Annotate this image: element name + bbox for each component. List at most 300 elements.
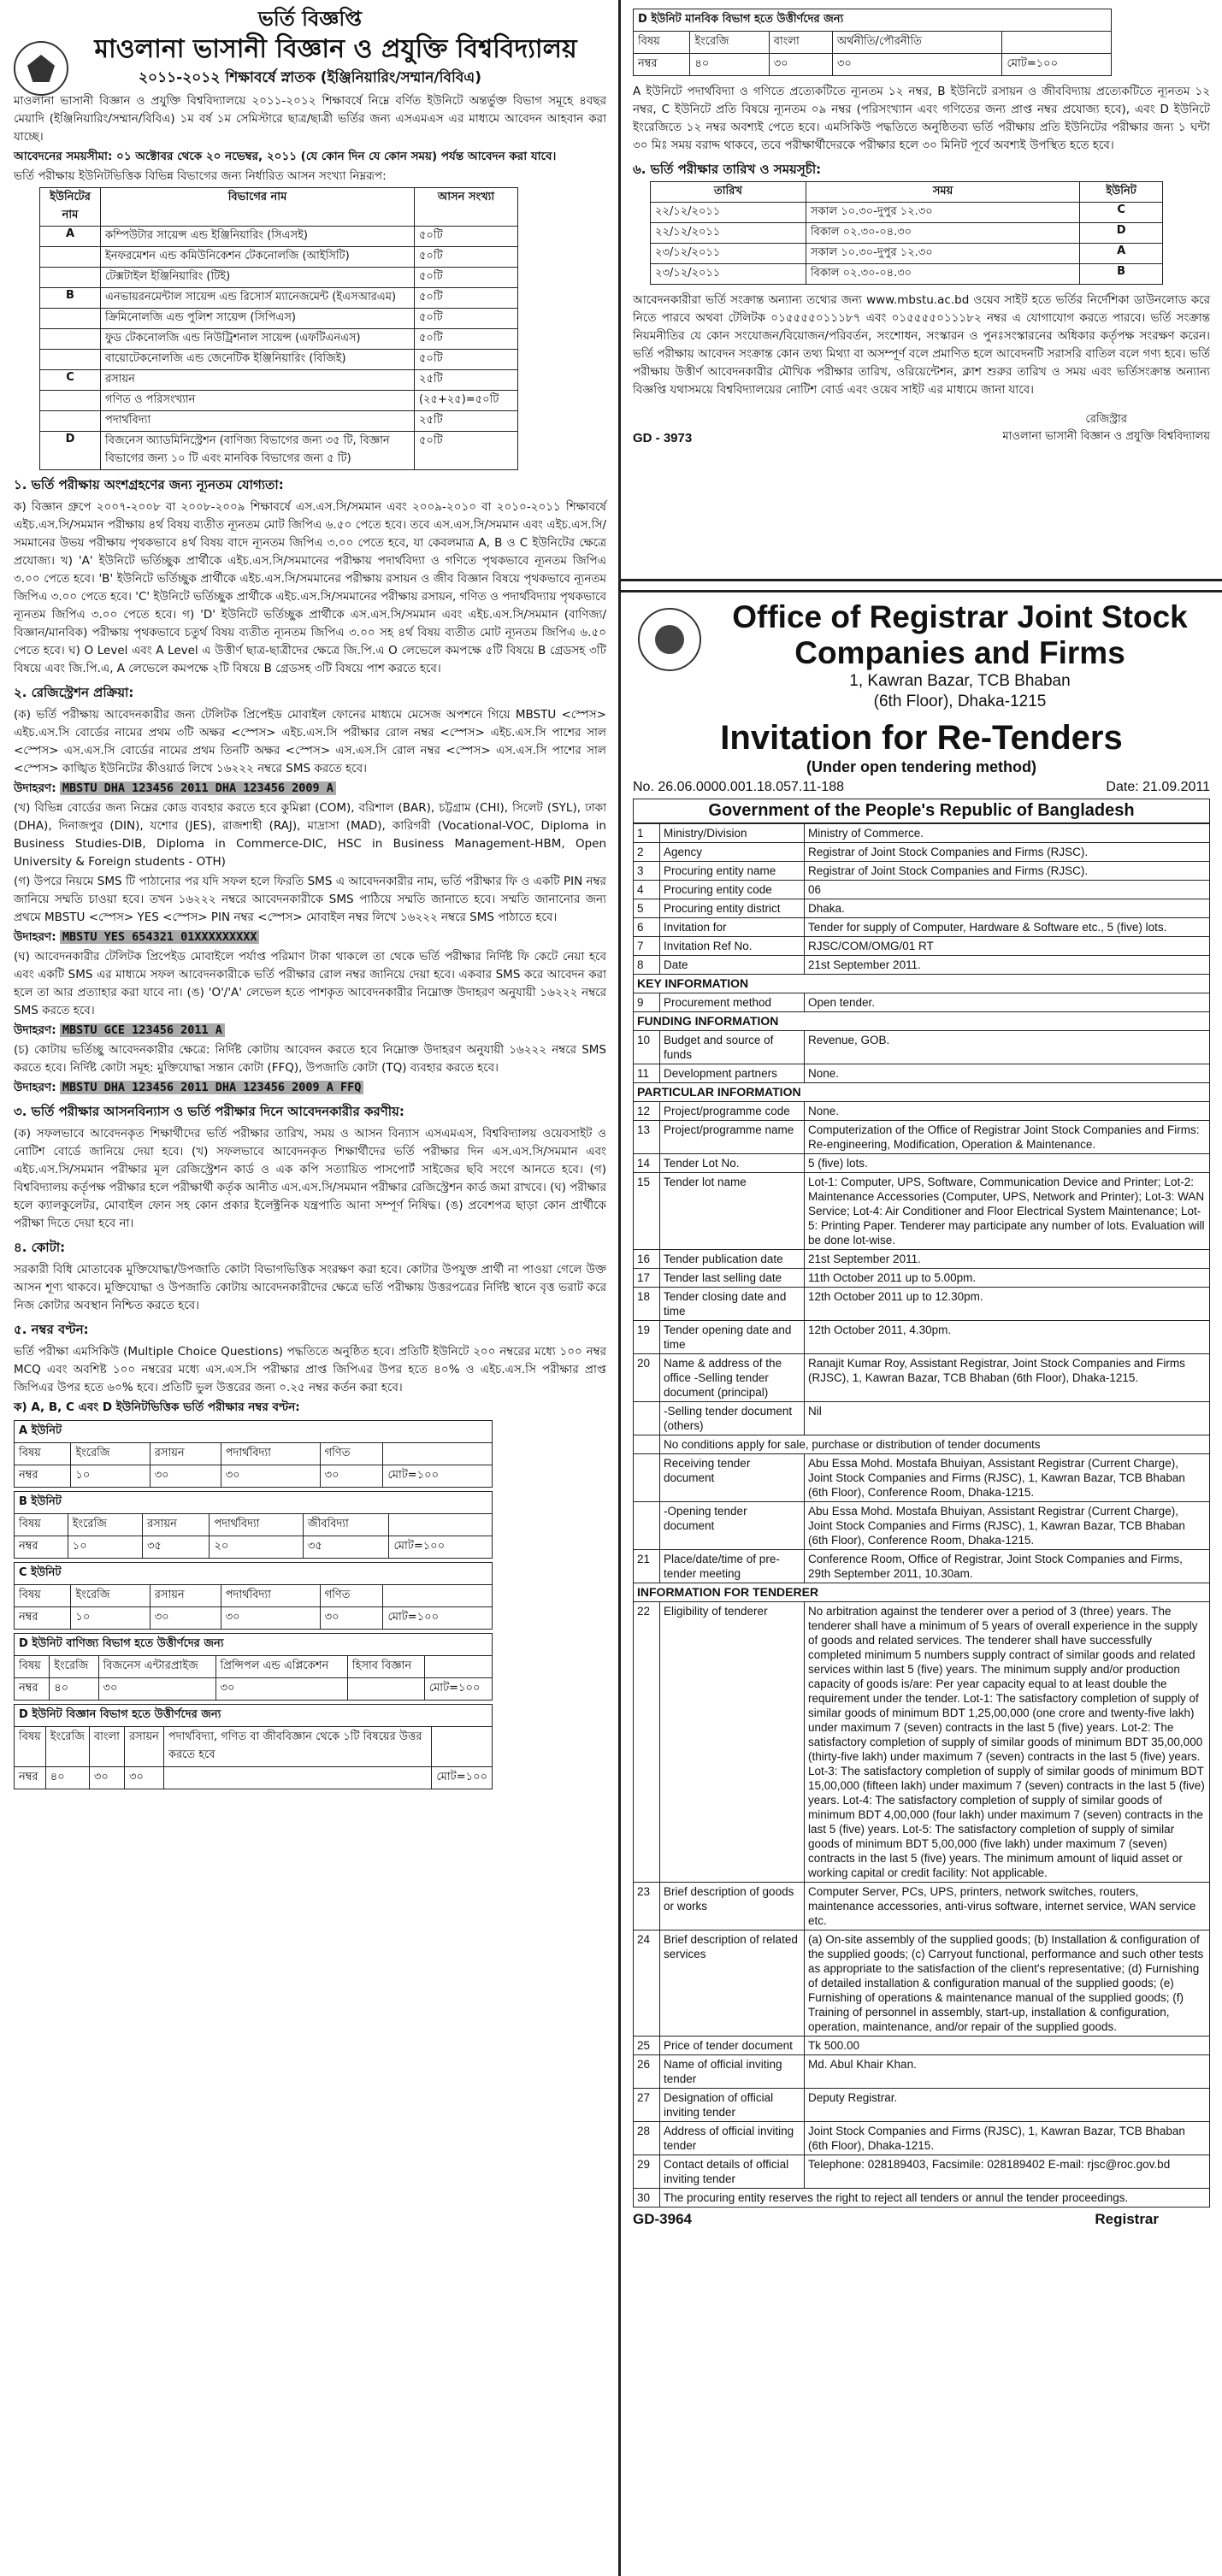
signer-org: মাওলানা ভাসানী বিজ্ঞান ও প্রযুক্তি বিশ্ববিদ্যালয় bbox=[1002, 430, 1210, 443]
tender-section-heading: FUNDING INFORMATION bbox=[634, 1012, 1210, 1031]
session-line: ২০১১-২০১২ শিক্ষাবর্ষে স্নাতক (ইঞ্জিনিয়ারিং/সম্মান/বিবিএ) bbox=[139, 69, 481, 86]
seat-row bbox=[40, 350, 518, 370]
unit-subject-cell: পদার্থবিদ্যা bbox=[210, 1514, 304, 1536]
signer-title: রেজিস্ট্রার bbox=[1085, 413, 1127, 426]
seat-cell: কম্পিউটার সায়েন্স এন্ড ইঞ্জিনিয়ারিং (সিএসই) bbox=[101, 227, 415, 247]
unit-marks-cell: ৩০ bbox=[221, 1465, 320, 1488]
tender-section-heading: INFORMATION FOR TENDERER bbox=[634, 1583, 1210, 1602]
tender-row bbox=[634, 1102, 1210, 1121]
unit-marks-table bbox=[14, 1704, 493, 1789]
unit-marks-cell: ২০ bbox=[210, 1536, 304, 1559]
unit-marks-cell: ৩০ bbox=[150, 1465, 221, 1488]
tender-row-number: 16 bbox=[634, 1250, 660, 1269]
unit-marks-cell: মোট=১০০ bbox=[1002, 54, 1112, 76]
schedule-cell: ২৩/১২/২০১১ bbox=[651, 244, 806, 264]
tender-row-label: Agency bbox=[660, 843, 805, 862]
tender-row-value: Revenue, GOB. bbox=[805, 1031, 1210, 1064]
unit-marks-cell: ৩০ bbox=[89, 1767, 124, 1789]
unit-subject-cell: গণিত bbox=[320, 1443, 383, 1465]
gd-number: GD - 3973 bbox=[633, 431, 693, 445]
tender-row-number: 26 bbox=[634, 2055, 660, 2089]
seat-table bbox=[39, 187, 518, 470]
unit-marks-cell: মোট=১০০ bbox=[383, 1607, 493, 1630]
tender-row-label: Procuring entity district bbox=[660, 899, 805, 918]
unit-title-row bbox=[15, 1421, 493, 1443]
tender-row-label: Tender publication date bbox=[660, 1250, 805, 1269]
tender-row bbox=[634, 881, 1210, 899]
unit-marks-cell: ৩০ bbox=[832, 54, 1002, 76]
unit-subject-row bbox=[15, 1443, 493, 1465]
example-label: উদাহরণ: bbox=[14, 930, 56, 944]
tender-row bbox=[634, 1269, 1210, 1288]
unit-marks-table bbox=[14, 1491, 493, 1559]
unit-subject-cell: পদার্থবিদ্যা, গণিত বা জীববিজ্ঞান থেকে ১টি বিষয়ের উত্তর করতে হবে bbox=[163, 1727, 432, 1767]
unit-marks-cell: নম্বর bbox=[634, 54, 690, 76]
tender-row-number: 12 bbox=[634, 1102, 660, 1121]
unit-marks-cell: ৩০ bbox=[221, 1607, 320, 1630]
unit-subject-cell bbox=[383, 1585, 493, 1607]
tender-row bbox=[634, 1883, 1210, 1931]
tender-section-heading: PARTICULAR INFORMATION bbox=[634, 1083, 1210, 1102]
unit-marks-row bbox=[15, 1767, 493, 1789]
seat-cell: গণিত ও পরিসংখ্যান bbox=[101, 391, 415, 411]
seat-cell: ৫০টি bbox=[415, 329, 518, 350]
tender-gd-number: GD-3964 bbox=[633, 2211, 692, 2227]
schedule-cell: ২৩/১২/২০১১ bbox=[651, 264, 806, 285]
tender-row-label: Procurement method bbox=[660, 993, 805, 1012]
tender-row-number: 28 bbox=[634, 2122, 660, 2155]
tender-row-value: Abu Essa Mohd. Mostafa Bhuiyan, Assistant Registrar (Current Charge), Joint Stock Companies and Firms (RJSC), 1, Kawran Bazar, TCB Bhaban (6th Floor), Conference Room, Dhaka-1215. bbox=[805, 1454, 1210, 1502]
deadline-text: আবেদনের সময়সীমা: ০১ অক্টোবর থেকে ২০ নভেম্বর, ২০১১ (যে কোন দিন যে কোন সময়) পর্যন্ত আবেদন করা যাবে। bbox=[14, 150, 557, 163]
seat-cell: ৫০টি bbox=[415, 309, 518, 329]
tender-row-number: 17 bbox=[634, 1269, 660, 1288]
tender-row bbox=[634, 899, 1210, 918]
seat-row bbox=[40, 329, 518, 350]
tender-row-number: 9 bbox=[634, 993, 660, 1012]
tender-row bbox=[634, 1602, 1210, 1883]
seat-cell: ৫০টি bbox=[415, 268, 518, 288]
unit-marks-cell: ৩০ bbox=[320, 1465, 383, 1488]
tender-row bbox=[634, 2122, 1210, 2155]
tender-title: Invitation for Re-Tenders bbox=[720, 719, 1123, 757]
seat-cell: রসায়ন bbox=[101, 370, 415, 391]
notice-date: Date: 21.09.2011 bbox=[1106, 780, 1210, 794]
tender-row-value: None. bbox=[805, 1064, 1210, 1083]
unit-marks-row bbox=[15, 1536, 493, 1559]
tender-row bbox=[634, 1121, 1210, 1154]
tender-row-number: 21 bbox=[634, 1550, 660, 1583]
seat-cell: এনভায়রনমেন্টাল সায়েন্স এন্ড রিসোর্স ম্যানেজমেন্ট (ইএসআরএম) bbox=[101, 288, 415, 309]
unit-marks-table bbox=[14, 1633, 493, 1701]
seat-cell: ৫০টি bbox=[415, 432, 518, 470]
tender-row-label: Ministry/Division bbox=[660, 824, 805, 843]
tender-row bbox=[634, 1064, 1210, 1083]
tender-row bbox=[634, 1250, 1210, 1269]
unit-marks-cell: ৩০ bbox=[98, 1678, 215, 1701]
seat-cell: বিজনেস অ্যাডমিনিস্ট্রেশন (বাণিজ্য বিভাগের জন্য ৩৫ টি, বিজ্ঞান বিভাগের জন্য ১০ টি এবং মানবিক বিভাগের জন্য ৫ টি) bbox=[101, 432, 415, 470]
tender-row bbox=[634, 2155, 1210, 2189]
schedule-cell: সকাল ১০.৩০-দুপুর ১২.৩০ bbox=[806, 203, 1079, 223]
unit-subject-cell: ইংরেজি bbox=[71, 1585, 150, 1607]
seat-cell: B bbox=[40, 288, 101, 309]
seat-header-cell: বিভাগের নাম bbox=[101, 188, 415, 227]
tender-row-value: 5 (five) lots. bbox=[805, 1154, 1210, 1173]
unit-subject-cell: বাংলা bbox=[769, 32, 832, 54]
unit-marks-cell: ৩০ bbox=[150, 1607, 221, 1630]
tender-row bbox=[634, 2089, 1210, 2122]
tender-row-number: 10 bbox=[634, 1031, 660, 1064]
unit-subject-cell: অর্থনীতি/পৌরনীতি bbox=[832, 32, 1002, 54]
tender-row-number: 14 bbox=[634, 1154, 660, 1173]
intro-paragraph: মাওলানা ভাসানী বিজ্ঞান ও প্রযুক্তি বিশ্ববিদ্যালয়ে ২০১১-২০১২ শিক্ষাবর্ষে নিম্নে বর্ণিত ইউনিটে অন্তর্ভুক্ত বিভাগ সমূহে ৪বছর মেয়াদি (ইঞ্জিনিয়ারিং/সম্মান/বিবিএ) ১ম বর্ষ ১ম সেমিস্টারে ছাত্র/ছাত্রী ভর্তির জন্য এসএমএস এর মাধ্যমে আবেদন আহবান করা যাচ্ছে। bbox=[14, 94, 606, 144]
unit-subject-cell: প্রিন্সিপল এন্ড এপ্লিকেশন bbox=[215, 1656, 347, 1678]
unit-subject-cell: বাংলা bbox=[89, 1727, 124, 1767]
unit-marks-cell: ৪০ bbox=[45, 1767, 89, 1789]
seat-cell bbox=[40, 391, 101, 411]
example-3 bbox=[14, 1022, 606, 1040]
tender-row bbox=[634, 1502, 1210, 1550]
unit-subject-cell: বিষয় bbox=[15, 1727, 46, 1767]
unit-marks-row bbox=[15, 1465, 493, 1488]
unit-marks-row bbox=[15, 1607, 493, 1630]
notice-title: ভর্তি বিজ্ঞপ্তি bbox=[258, 7, 362, 31]
tender-row bbox=[634, 1931, 1210, 2037]
tender-row-number: 29 bbox=[634, 2155, 660, 2189]
unit-subject-cell: ইংরেজি bbox=[71, 1443, 150, 1465]
tender-row-number: 15 bbox=[634, 1173, 660, 1250]
tender-row bbox=[634, 2055, 1210, 2089]
tender-row-label: Designation of official inviting tender bbox=[660, 2089, 805, 2122]
tender-row bbox=[634, 956, 1210, 975]
unit-marks-cell: ১০ bbox=[68, 1536, 142, 1559]
schedule-row bbox=[651, 244, 1163, 264]
tender-row bbox=[634, 993, 1210, 1012]
seat-header-cell: ইউনিটের নাম bbox=[40, 188, 101, 227]
section-2-text-b: (খ) বিভিন্ন বোর্ডের জন্য নিম্নের কোড ব্যবহার করতে হবে কুমিল্লা (COM), বরিশাল (BAR), চট্টগ্রাম (CHI), সিলেট (SYL), ঢাকা (DHA), দিনাজপুর (DIN), যশোর (JES), রাজশাহী (RAJ), মাদ্রাসা (MAD), কারিগরী (Vocational-VOC, Diploma in Business Studies-DIB, Diploma in Commerce-DIC, HSC in Business Management-HBM, Open University & Foreign students - OTH) bbox=[14, 801, 606, 869]
tender-row-label: Receiving tender document bbox=[660, 1454, 805, 1502]
tender-row-number: 4 bbox=[634, 881, 660, 899]
tender-row-number: 8 bbox=[634, 956, 660, 975]
tender-row-label: Eligibility of tenderer bbox=[660, 1602, 805, 1883]
unit-marks-cell: ৩০ bbox=[320, 1607, 383, 1630]
reference-number: No. 26.06.0000.001.18.057.11-188 bbox=[633, 780, 845, 794]
seat-cell: ২৫টি bbox=[415, 411, 518, 432]
tender-row-value: Tk 500.00 bbox=[805, 2037, 1210, 2055]
tender-row-number: 13 bbox=[634, 1121, 660, 1154]
unit-title-row bbox=[15, 1492, 493, 1514]
section-3-text: (ক) সফলভাবে আবেদনকৃত শিক্ষার্থীদের ভর্তি পরীক্ষার তারিখ, সময় ও আসন বিন্যাস এসএমএস, বিশ্ববিদ্যালয় ওয়েবসাইট ও নোটিশ বোর্ডে জানিয়ে দেয়া হবে। (খ) সফলভাবে আবেদনকৃত শিক্ষার্থীদের ভর্তি পরীক্ষার দিন এস.এস.সি/সমমান এবং এইচ.এস.সি/সমমান পরীক্ষার মূল রেজিস্ট্রেশন কার্ড ও এক কপি সত্যায়িত পাসপোর্ট সাইজের ছবি সংগে আনতে হবে। (গ) বিশ্ববিদ্যালয় কর্তৃপক্ষ পরীক্ষার হলে পরীক্ষার্থী কর্তৃক আনীত এস.এস.সি/সমমান পরীক্ষার রেজিস্ট্রেশন কার্ড জমা রাখবে। (ঘ) পরীক্ষার হলে ক্যালকুলেটর, মোবাইল ফোন সহ কোন প্রকার ইলেক্ট্রনিক যন্ত্রপাতি আনা সম্পূর্ণ নিষিদ্ধ। (ঙ) প্রবেশপত্র ছাড়া কোন প্রার্থীকে পরীক্ষা দিতে দেয়া হবে না। bbox=[14, 1127, 606, 1230]
tender-row-number: 24 bbox=[634, 1931, 660, 2037]
tender-row-label: Name & address of the office -Selling tender document (principal) bbox=[660, 1354, 805, 1402]
tender-row-value: None. bbox=[805, 1102, 1210, 1121]
government-seal-icon bbox=[638, 608, 701, 671]
unit-subject-row bbox=[15, 1514, 493, 1536]
tender-row-value: 12th October 2011 up to 12.30pm. bbox=[805, 1288, 1210, 1321]
tender-row-number: 6 bbox=[634, 918, 660, 937]
example-label: উদাহরণ: bbox=[14, 781, 56, 795]
tender-row bbox=[634, 1031, 1210, 1064]
tender-row-number: 5 bbox=[634, 899, 660, 918]
tender-row-value: 21st September 2011. bbox=[805, 1250, 1210, 1269]
tender-row-label: Tender Lot No. bbox=[660, 1154, 805, 1173]
unit-subject-cell: জীববিদ্যা bbox=[303, 1514, 389, 1536]
tender-row-number: 1 bbox=[634, 824, 660, 843]
unit-marks-cell: নম্বর bbox=[15, 1607, 71, 1630]
schedule-header-cell: তারিখ bbox=[651, 182, 806, 203]
section-5-title: ৫. নম্বর বণ্টন: bbox=[14, 1322, 89, 1337]
seat-cell: ইনফরমেশন এন্ড কমিউনিকেশন টেকনোলজি (আইসিটি) bbox=[101, 247, 415, 268]
unit-subject-cell: গণিত bbox=[320, 1585, 383, 1607]
seat-cell bbox=[40, 350, 101, 370]
unit-marks-cell: মোট=১০০ bbox=[432, 1767, 493, 1789]
tender-row-label: Address of official inviting tender bbox=[660, 2122, 805, 2155]
unit-title: B ইউনিট bbox=[15, 1492, 493, 1514]
example-sms-1: MBSTU DHA 123456 2011 DHA 123456 2009 A bbox=[60, 781, 336, 795]
tender-row-value: Open tender. bbox=[805, 993, 1210, 1012]
schedule-row bbox=[651, 223, 1163, 244]
tender-row-value: Telephone: 028189403, Facsimile: 028189402 E-mail: rjsc@roc.gov.bd bbox=[805, 2155, 1210, 2189]
unit-subject-cell bbox=[383, 1443, 493, 1465]
tender-row-value: Md. Abul Khair Khan. bbox=[805, 2055, 1210, 2089]
seat-cell bbox=[40, 411, 101, 432]
unit-subject-cell bbox=[424, 1656, 492, 1678]
tender-row bbox=[634, 975, 1210, 993]
schedule-cell: ২২/১২/২০১১ bbox=[651, 223, 806, 244]
seat-cell: ফুড টেকনোলজি এন্ড নিউট্রিশনাল সায়েন্স (এফটিএনএস) bbox=[101, 329, 415, 350]
seat-cell bbox=[40, 309, 101, 329]
tender-row-label: Development partners bbox=[660, 1064, 805, 1083]
section-4-title: ৪. কোটা: bbox=[14, 1240, 66, 1255]
seat-cell: ৫০টি bbox=[415, 350, 518, 370]
tender-row-label: Tender lot name bbox=[660, 1173, 805, 1250]
unit-subject-row bbox=[15, 1656, 493, 1678]
tender-row-value: RJSC/COM/OMG/01 RT bbox=[805, 937, 1210, 956]
seat-cell: টেক্সটাইল ইঞ্জিনিয়ারিং (টিই) bbox=[101, 268, 415, 288]
unit-subject-cell bbox=[432, 1727, 493, 1767]
unit-subject-cell bbox=[1002, 32, 1112, 54]
unit-marks-cell: মোট=১০০ bbox=[389, 1536, 493, 1559]
tender-row-value: Ranajit Kumar Roy, Assistant Registrar, Joint Stock Companies and Firms (RJSC), 1, Kawran Bazar, TCB Bhaban (6th Floor), Dhaka-1215. bbox=[805, 1354, 1210, 1402]
seat-row bbox=[40, 227, 518, 247]
example-2 bbox=[14, 928, 606, 946]
unit-subject-cell: রসায়ন bbox=[142, 1514, 209, 1536]
example-sms-2: MBSTU YES 654321 01XXXXXXXXX bbox=[60, 930, 260, 944]
unit-subject-cell: বিষয় bbox=[15, 1514, 68, 1536]
tender-row-value: No arbitration against the tenderer over a period of 3 (three) years. The tenderer shall have a minimum of 5 years of overall experience in the supply of goods and related services. The tenderer shall have successfully completed minimum 5 numbers supply contract of similar goods and related services within last 5 (five) years. The minimum supply and/or production capacity of goods is/are: Per year capacity equal to at least double the requirement under the tender. Lot-1: The satisfactory completion of supply of similar goods of minimum BDT 1,25,00,000 (one crore and twenty-five lakh) under maximum 7 (seven) contracts in the last 5 (five) years. Lot-2: The satisfactory completion of supply of similar goods of minimum BDT 35,00,000 (thirty-five lakh) under maximum 7 (seven) contracts in the last 5 (five) years. Lot-3: The satisfactory completion of supply of similar goods of minimum BDT 15,00,000 (fifteen lakh) under maximum 7 (seven) contracts in the last 5 (five) years. Lot-4: The satisfactory completion of supply of similar goods of minimum BDT 4,00,000 (four lakh) under maximum 7 (seven) contracts in the last 5 (five) years. Lot-5: The satisfactory completion of supply of similar goods of minimum BDT 5,00,000 (five lakh) under maximum 7 (seven) contracts in the last 5 (five) years. The minimum amount of liquid asset or working capital or credit facility: Not applicable. bbox=[805, 1602, 1210, 1883]
unit-marks-cell: ৩৫ bbox=[303, 1536, 389, 1559]
schedule-cell: বিকাল ০২.৩০-০৪.৩০ bbox=[806, 223, 1079, 244]
tender-row-value: 21st September 2011. bbox=[805, 956, 1210, 975]
unit-marks-cell: ৩০ bbox=[769, 54, 832, 76]
unit-marks-tables bbox=[14, 1420, 606, 1789]
unit-subject-cell: পদার্থবিদ্যা bbox=[221, 1585, 320, 1607]
unit-marks-table bbox=[14, 1420, 493, 1488]
unit-title: D ইউনিট বাণিজ্য বিভাগ হতে উত্তীর্ণদের জন্য bbox=[15, 1634, 493, 1656]
seat-row bbox=[40, 370, 518, 391]
tender-row-number bbox=[634, 1454, 660, 1502]
unit-marks-cell: মোট=১০০ bbox=[383, 1465, 493, 1488]
unit-marks-cell: নম্বর bbox=[15, 1767, 46, 1789]
tender-row bbox=[634, 862, 1210, 881]
seat-cell: (২৫+২৫)=৫০টি bbox=[415, 391, 518, 411]
section-5-text: ভর্তি পরীক্ষা এমসিকিউ (Multiple Choice Questions) পদ্ধতিতে অনুষ্ঠিত হবে। প্রতিটি ইউনিটে ২০০ নম্বরের মধ্যে ১০০ নম্বর MCQ এবং অবশিষ্ট ১০০ নম্বরের মধ্যে এস.এস.সি পরীক্ষার প্রাপ্ত জিপিএর উপর হতে ৪০% ও এইচ.এস.সি পরীক্ষার প্রাপ্ত জিপিএর উপর হতে ৬০% হবে। প্রতিটি ভুল উত্তরের জন্য ০.২৫ নম্বর কর্তন করা হবে। bbox=[14, 1345, 606, 1394]
seat-cell: ২৫টি bbox=[415, 370, 518, 391]
tender-row-number: 18 bbox=[634, 1288, 660, 1321]
tender-row-label: Tender last selling date bbox=[660, 1269, 805, 1288]
unit-marks-row bbox=[15, 1678, 493, 1701]
unit-marks-cell: ১০ bbox=[71, 1465, 150, 1488]
unit-subject-cell: বিষয় bbox=[15, 1656, 50, 1678]
unit-subject-cell bbox=[389, 1514, 493, 1536]
tender-row-value: (a) On-site assembly of the supplied goods; (b) Installation & configuration of the supplied goods; (c) Carryout functional, performance and such other tests as appropriate to the satisfaction of the client's representative; (d) Furnishing of detailed installation & configuration manual of the supplied goods; (e) Furnishing of operations & maintenance manual of the supplied goods; (f) Training of personnel in assembly, start-up, installation & configuration, operation, maintenance, and/or repair of the supplied goods. bbox=[805, 1931, 1210, 2037]
unit-marks-cell: ৩৫ bbox=[142, 1536, 209, 1559]
tender-notice bbox=[621, 590, 1222, 2576]
tender-row-number: 30 bbox=[634, 2189, 660, 2208]
unit-marks-cell: মোট=১০০ bbox=[424, 1678, 492, 1701]
tender-row-number bbox=[634, 1435, 660, 1454]
tender-row-label: Name of official inviting tender bbox=[660, 2055, 805, 2089]
unit-subject-cell: হিসাব বিজ্ঞান bbox=[347, 1656, 424, 1678]
tender-signer: Registrar bbox=[1095, 2211, 1159, 2227]
example-sms-3: MBSTU GCE 123456 2011 A bbox=[60, 1023, 225, 1037]
contact-paragraph: আবেদনকারীরা ভর্তি সংক্রান্ত অন্যান্য তথ্যের জন্য www.mbstu.ac.bd ওয়েব সাইট হতে ভর্তির নির্দেশিকা ডাউনলোড করে নিতে পারবে অথবা টেলিটক ০১৫৫৫৫০১১১৮৭ এবং ০১৫৫৫৫০১১১৮২ নম্বর এ যোগাযোগ করতে পারবে। ভর্তি সংক্রান্ত নিয়মনীতির যে কোন সংযোজন/বিয়োজন/পরিবর্তন, সংশোধন, সংস্কারন ও পুনঃসংস্কারনের অধিকার কর্তৃপক্ষ সংরক্ষণ করেন। ভর্তি পরীক্ষায় আবেদন সংক্রান্ত কোন তথ্য মিথ্যা বা অসম্পূর্ণ বলে প্রমাণিত হলে আবেদনটি সরাসরি বাতিল বলে গণ্য হবে। ভর্তি পরীক্ষায় উত্তীর্ণ আবেদনকারীর মৌখিক পরীক্ষার তারিখ, ওরিয়েন্টেশন, ক্লাশ শুরুর তারিখ ও সময় এবং ভর্তিসংক্রান্ত অন্যান্য বিজ্ঞপ্তি যথাসময়ে বিশ্ববিদ্যালয়ের নোটিশ বোর্ড এবং ওয়েব সাইট এর মাধ্যমে জানা যাবে। bbox=[633, 293, 1210, 397]
unit-marks-cell: ৩০ bbox=[215, 1678, 347, 1701]
section-2-text: (ক) ভর্তি পরীক্ষায় আবেদনকারীর জন্য টেলিটক প্রিপেইড মোবাইল ফোনের মাধ্যমে মেসেজ অপশনে গিয়ে MBSTU <স্পেস> এইচ.এস.সি বোর্ডের নামের প্রথম ৩টি অক্ষর <স্পেস> এইচ.এস.সি পরীক্ষার রোল নম্বর <স্পেস> এইচ.এস.সি পাশের সাল <স্পেস> এস.এস.সি বোর্ডের নামের প্রথম তিনটি অক্ষর <স্পেস> এস.এস.সি রোল নম্বর <স্পেস> এস.এস.সি পাশের সাল <স্পেস> কাঙ্খিত ইউনিটের কীওয়ার্ড লিখে ১৬২২২ নম্বরে SMS করতে হবে। bbox=[14, 708, 606, 775]
tender-row-number: 2 bbox=[634, 843, 660, 862]
schedule-header-cell: ইউনিট bbox=[1080, 182, 1163, 203]
tender-row-value: 11th October 2011 up to 5.00pm. bbox=[805, 1269, 1210, 1288]
tender-row bbox=[634, 1012, 1210, 1031]
tender-row-value: Registrar of Joint Stock Companies and Firms (RJSC). bbox=[805, 843, 1210, 862]
tender-row-label: Procuring entity name bbox=[660, 862, 805, 881]
unit-subject-cell: বিষয় bbox=[634, 32, 690, 54]
tender-row-label: Contact details of official inviting tender bbox=[660, 2155, 805, 2189]
tender-row-value: Computer Server, PCs, UPS, printers, network switches, routers, maintenance accessories, anti-virus software, internet service, WAN service etc. bbox=[805, 1883, 1210, 1931]
unit-title: A ইউনিট bbox=[15, 1421, 493, 1443]
seat-cell bbox=[40, 247, 101, 268]
section-2-title: ২. রেজিস্ট্রেশন প্রক্রিয়া: bbox=[14, 685, 134, 700]
tender-row bbox=[634, 1583, 1210, 1602]
tender-row bbox=[634, 843, 1210, 862]
unit-d-humanities-title: D ইউনিট মানবিক বিভাগ হতে উত্তীর্ণদের জন্য bbox=[634, 9, 1112, 32]
tender-row-value: Tender for supply of Computer, Hardware & Software etc., 5 (five) lots. bbox=[805, 918, 1210, 937]
unit-subject-cell: ইংরেজি bbox=[68, 1514, 142, 1536]
office-title-line-1: Office of Registrar Joint Stock bbox=[732, 599, 1188, 634]
unit-marks-cell: নম্বর bbox=[15, 1678, 50, 1701]
schedule-title: ৬. ভর্তি পরীক্ষার তারিখ ও সময়সূচী: bbox=[633, 162, 822, 177]
tender-row-number: 27 bbox=[634, 2089, 660, 2122]
tender-row-label: Tender closing date and time bbox=[660, 1288, 805, 1321]
seat-intro: ভর্তি পরীক্ষায় ইউনিটভিত্তিক বিভিন্ন বিভাগের জন্য নির্ধারিত আসন সংখ্যা নিম্নরূপ: bbox=[14, 169, 387, 183]
schedule-cell: C bbox=[1080, 203, 1163, 223]
tender-subtitle: (Under open tendering method) bbox=[806, 758, 1036, 775]
seat-cell: ৫০টি bbox=[415, 288, 518, 309]
tender-row-label: Price of tender document bbox=[660, 2037, 805, 2055]
schedule-table bbox=[650, 181, 1163, 285]
tender-row bbox=[634, 1454, 1210, 1502]
tender-row-number bbox=[634, 1502, 660, 1550]
unit-subject-cell: ইংরেজি bbox=[45, 1727, 89, 1767]
tender-row-number: 11 bbox=[634, 1064, 660, 1083]
tender-row bbox=[634, 1435, 1210, 1454]
seat-cell: A bbox=[40, 227, 101, 247]
schedule-cell: B bbox=[1080, 264, 1163, 285]
unit-subject-cell: রসায়ন bbox=[150, 1585, 221, 1607]
office-title-line-2: Companies and Firms bbox=[794, 635, 1125, 670]
tender-row-value: Computerization of the Office of Registrar Joint Stock Companies and Firms: Re-engineering, Modification, Operation & Maintenance. bbox=[805, 1121, 1210, 1154]
tender-row-label: Date bbox=[660, 956, 805, 975]
tender-row bbox=[634, 1402, 1210, 1435]
tender-row-label: -Opening tender document bbox=[660, 1502, 805, 1550]
unit-marks-cell: ৪০ bbox=[50, 1678, 98, 1701]
tender-row-value: Joint Stock Companies and Firms (RJSC), 1, Kawran Bazar, TCB Bhaban (6th Floor), Dhaka-1215. bbox=[805, 2122, 1210, 2155]
tender-row-label: Project/programme name bbox=[660, 1121, 805, 1154]
tender-row-number: 3 bbox=[634, 862, 660, 881]
unit-subject-row bbox=[15, 1727, 493, 1767]
seat-cell: ৫০টি bbox=[415, 247, 518, 268]
unit-subject-cell: বিষয় bbox=[15, 1443, 71, 1465]
unit-title-row bbox=[15, 1563, 493, 1585]
seat-row bbox=[40, 268, 518, 288]
admission-notice-right bbox=[621, 0, 1222, 581]
seat-cell: ক্রিমিনোলজি এন্ড পুলিশ সায়েন্স (সিপিএস) bbox=[101, 309, 415, 329]
seat-cell: বায়োটেকনোলজি এন্ড জেনেটিক ইঞ্জিনিয়ারিং (বিজিই) bbox=[101, 350, 415, 370]
seat-cell: C bbox=[40, 370, 101, 391]
tender-row bbox=[634, 1321, 1210, 1354]
unit-subject-cell: ইংরেজি bbox=[690, 32, 769, 54]
tender-row bbox=[634, 1288, 1210, 1321]
seat-row bbox=[40, 432, 518, 470]
unit-marks-cell: ৩০ bbox=[124, 1767, 163, 1789]
tender-row-value: Lot-1: Computer, UPS, Software, Communication Device and Printer; Lot-2: Maintenance Accessories (Computer, UPS, Network and Printer); Lot-3: WAN Service; Lot-4: Air Conditioner and Floor Electrical System Maintenance; Lot-5: Printing Paper. Tenderer may participate any number of lots. Evaluation will be done lot-wise. bbox=[805, 1173, 1210, 1250]
seat-row bbox=[40, 288, 518, 309]
office-address-1: 1, Kawran Bazar, TCB Bhaban bbox=[849, 672, 1071, 690]
example-4 bbox=[14, 1079, 606, 1097]
tender-row bbox=[634, 1083, 1210, 1102]
schedule-cell: ২২/১২/২০১১ bbox=[651, 203, 806, 223]
tender-row-label: Brief description of related services bbox=[660, 1931, 805, 2037]
tender-row-value: Abu Essa Mohd. Mostafa Bhuiyan, Assistant Registrar (Current Charge), Joint Stock Companies and Firms (RJSC), 1, Kawran Bazar, TCB Bhaban (6th Floor), Conference Room, Dhaka-1215. bbox=[805, 1502, 1210, 1550]
schedule-header-cell: সময় bbox=[806, 182, 1079, 203]
schedule-cell: D bbox=[1080, 223, 1163, 244]
tender-row bbox=[634, 824, 1210, 843]
seat-cell: পদার্থবিদ্যা bbox=[101, 411, 415, 432]
schedule-row bbox=[651, 264, 1163, 285]
section-1-title: ১. ভর্তি পরীক্ষায় অংশগ্রহণের জন্য ন্যূনতম যোগ্যতা: bbox=[14, 477, 284, 492]
office-address-2: (6th Floor), Dhaka-1215 bbox=[873, 693, 1047, 710]
tender-row-label: Procuring entity code bbox=[660, 881, 805, 899]
tender-row-value: 12th October 2011, 4.30pm. bbox=[805, 1321, 1210, 1354]
tender-row-value: Dhaka. bbox=[805, 899, 1210, 918]
tender-row-number bbox=[634, 1402, 660, 1435]
unit-marks-cell: ৪০ bbox=[690, 54, 769, 76]
seat-row bbox=[40, 411, 518, 432]
tender-row-number: 7 bbox=[634, 937, 660, 956]
tender-row bbox=[634, 2037, 1210, 2055]
tender-row-label: Project/programme code bbox=[660, 1102, 805, 1121]
unit-marks-table bbox=[14, 1562, 493, 1630]
example-sms-4: MBSTU DHA 123456 2011 DHA 123456 2009 A FFQ bbox=[60, 1081, 364, 1094]
unit-subject-cell: বিজনেস এন্টারপ্রাইজ bbox=[98, 1656, 215, 1678]
tender-row-value: Deputy Registrar. bbox=[805, 2089, 1210, 2122]
tender-row-label: Brief description of goods or works bbox=[660, 1883, 805, 1931]
unit-marks-cell bbox=[347, 1678, 424, 1701]
unit-title: C ইউনিট bbox=[15, 1563, 493, 1585]
tender-row-label: Place/date/time of pre-tender meeting bbox=[660, 1550, 805, 1583]
section-2-text-e: (চ) কোটায় ভর্তিচ্ছু আবেদনকারীর ক্ষেত্রে: নির্দিষ্ট কোটায় আবেদন করতে হবে নিম্নোক্ত উদাহরণ অনুযায়ী ১৬২২২ নম্বরে SMS করতে হবে। নির্দিষ্ট কোটা সমূহ: মুক্তিযোদ্ধা সন্তান কোটা (FFQ), উপজাতি কোটা (TQ) ব্যবহার করতে হবে। bbox=[14, 1043, 606, 1075]
tender-row-label: Invitation Ref No. bbox=[660, 937, 805, 956]
schedule-cell: বিকাল ০২.৩০-০৪.৩০ bbox=[806, 264, 1079, 285]
